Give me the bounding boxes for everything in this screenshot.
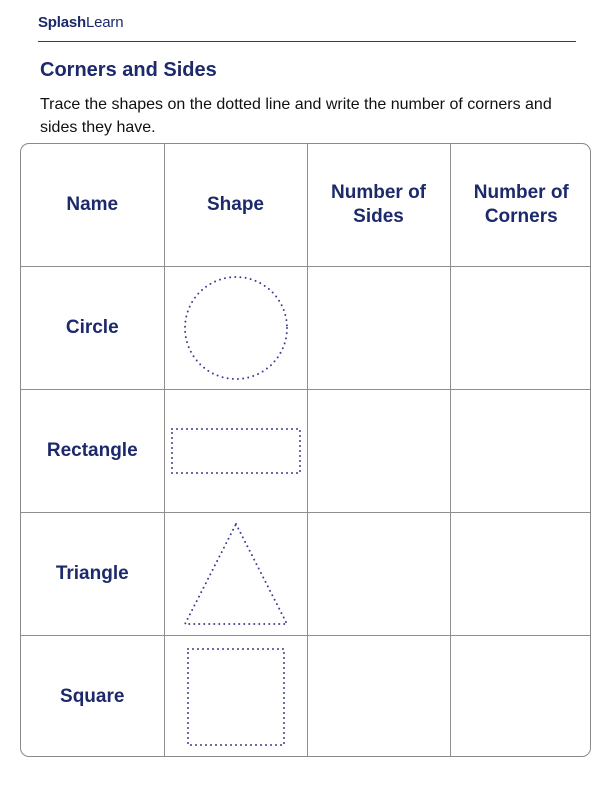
- dotted-rectangle-shape[interactable]: [170, 427, 302, 475]
- answer-corners-circle[interactable]: [450, 267, 591, 390]
- splashlearn-logo: [38, 14, 123, 31]
- answer-sides-circle[interactable]: [307, 267, 450, 390]
- answer-sides-rectangle[interactable]: [307, 390, 450, 513]
- row-name-square: Square: [21, 636, 164, 758]
- table-row-triangle: [21, 513, 591, 636]
- header-number-of-sides: Number of Sides: [307, 144, 450, 267]
- worksheet-title: Corners and Sides: [40, 59, 217, 81]
- answer-corners-triangle[interactable]: [450, 513, 591, 636]
- row-name-rectangle: Rectangle: [21, 390, 164, 513]
- header-divider: [38, 41, 576, 42]
- table-row-circle: [21, 267, 591, 390]
- row-shape-square: [164, 636, 307, 758]
- row-name-circle: Circle: [21, 267, 164, 390]
- header-number-of-corners: Number of Corners: [450, 144, 591, 267]
- worksheet-table-frame: [20, 143, 591, 757]
- answer-corners-square[interactable]: [450, 636, 591, 758]
- table-row-rectangle: [21, 390, 591, 513]
- header-shape: Shape: [164, 144, 307, 267]
- answer-sides-square[interactable]: [307, 636, 450, 758]
- logo-text-splash: Splash: [38, 14, 86, 31]
- row-name-triangle: Triangle: [21, 513, 164, 636]
- dotted-circle-shape[interactable]: [181, 273, 291, 383]
- dotted-square-shape[interactable]: [186, 647, 286, 747]
- row-shape-triangle: [164, 513, 307, 636]
- corners-sides-table: [21, 144, 591, 757]
- answer-sides-triangle[interactable]: [307, 513, 450, 636]
- logo-text-learn: Learn: [85, 14, 124, 31]
- answer-corners-rectangle[interactable]: [450, 390, 591, 513]
- table-row-square: [21, 636, 591, 758]
- worksheet-instructions: Trace the shapes on the dotted line and write the number of corners and sides they have.: [40, 96, 552, 136]
- table-header-row: [21, 144, 591, 267]
- header-name: Name: [21, 144, 164, 267]
- row-shape-circle: [164, 267, 307, 390]
- dotted-triangle-shape[interactable]: [182, 521, 290, 627]
- row-shape-rectangle: [164, 390, 307, 513]
